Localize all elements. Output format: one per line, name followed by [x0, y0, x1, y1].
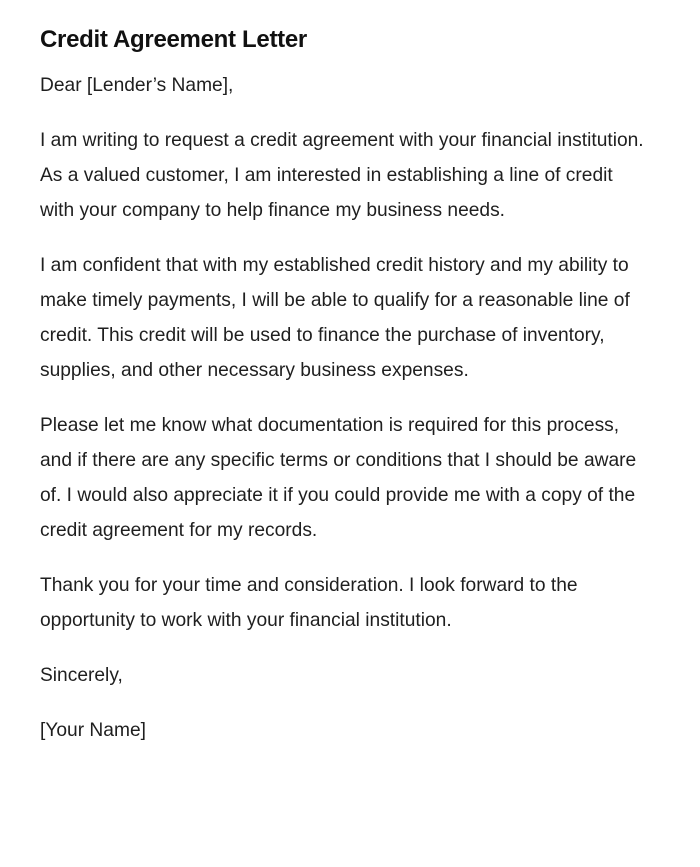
letter-document [40, 24, 650, 768]
closing: Sincerely, [40, 665, 123, 686]
body-paragraph-4: Thank you for your time and consideration. I look forward to the opportunity to work with your financial institution. [40, 575, 578, 631]
salutation: Dear [Lender’s Name], [40, 75, 234, 96]
body-paragraph-3: Please let me know what documentation is required for this process, and if there are any specific terms or conditions that I should be aware of. I would also appreciate it if you could provide me with a copy of the credit agreement for my records. [40, 415, 637, 541]
body-paragraph-2: I am confident that with my established credit history and my ability to make timely payments, I will be able to qualify for a reasonable line of credit. This credit will be used to finance the purchase of inventory, supplies, and other necessary business expenses. [40, 255, 630, 381]
body-paragraph-1: I am writing to request a credit agreement with your financial institution. As a valued customer, I am interested in establishing a line of credit with your company to help finance my business needs. [40, 130, 644, 221]
document-title: Credit Agreement Letter [40, 26, 307, 53]
signature: [Your Name] [40, 720, 146, 741]
